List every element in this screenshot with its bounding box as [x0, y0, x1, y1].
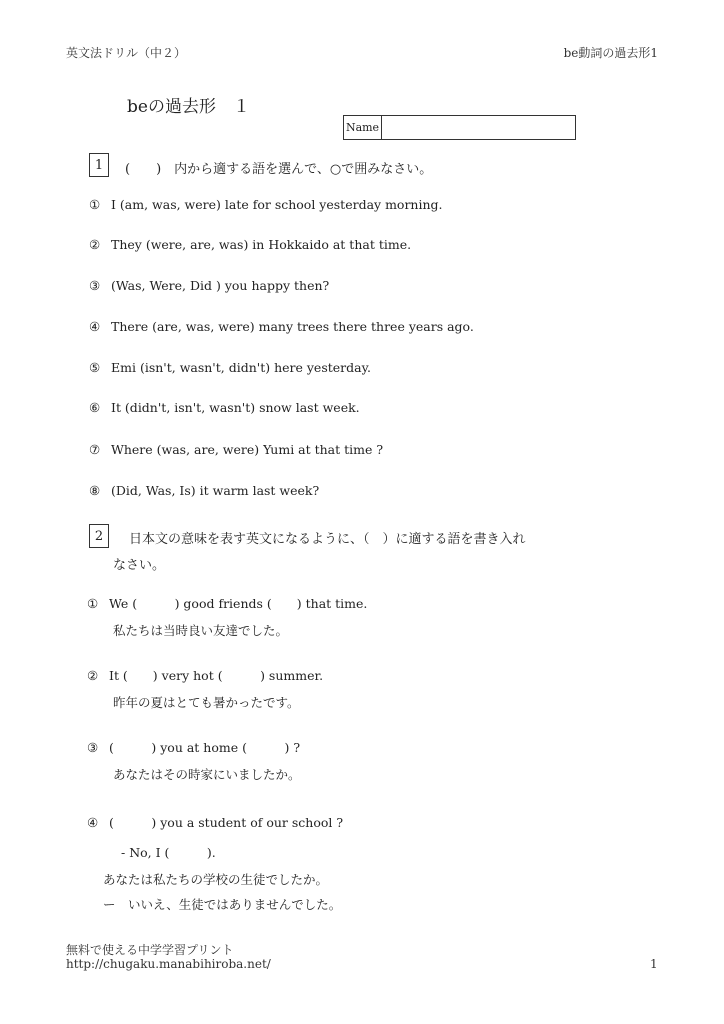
s1-item-4: [89, 319, 474, 334]
s2-item-4-answer: - No, I ( ).: [121, 845, 216, 860]
section2-instruction-line1: 日本文の意味を表す英文になるように、（ ）に適する語を書き入れ: [129, 532, 526, 547]
s2-item-1: [87, 594, 367, 612]
item-text: Where (was, are, were) Yumi at that time ?: [111, 442, 384, 457]
item-mark: ④: [87, 815, 99, 830]
name-label: Name: [344, 116, 382, 139]
name-field[interactable]: [382, 116, 575, 139]
page-title: beの過去形 １: [127, 97, 250, 117]
page-number: 1: [650, 957, 658, 971]
s1-item-3: [89, 278, 329, 293]
s2-item-4-translation: あなたは私たちの学校の生徒でしたか。: [103, 872, 329, 887]
s1-item-5: [89, 360, 371, 375]
item-text: It ( ) very hot ( ) summer.: [109, 668, 324, 683]
s1-item-2: [89, 237, 411, 252]
s2-item-4-translation-2: ー いいえ、生徒ではありませんでした。: [103, 897, 342, 912]
item-text: There (are, was, were) many trees there three years ago.: [111, 319, 474, 334]
section2-number: 2: [89, 524, 109, 548]
section2-instruction-line2: なさい。: [113, 558, 166, 573]
item-text: We ( ) good friends ( ) that time.: [109, 596, 368, 611]
footer-url[interactable]: http://chugaku.manabihiroba.net/: [66, 957, 271, 971]
item-mark: ④: [89, 319, 101, 334]
s1-item-7: [89, 442, 383, 457]
item-text: They (were, are, was) in Hokkaido at that time.: [111, 237, 412, 252]
header-left: 英文法ドリル（中２）: [66, 46, 187, 60]
item-text: ( ) you at home ( ) ?: [109, 740, 301, 755]
item-mark: ①: [87, 596, 99, 611]
s2-item-3: [87, 738, 300, 756]
item-mark: ⑤: [89, 360, 101, 375]
item-mark: ③: [89, 278, 101, 293]
item-mark: ⑧: [89, 483, 101, 498]
item-text: (Did, Was, Is) it warm last week?: [111, 483, 320, 498]
item-mark: ⑦: [89, 442, 101, 457]
item-mark: ①: [89, 197, 101, 212]
item-mark: ②: [89, 237, 101, 252]
item-text: (Was, Were, Did ) you happy then?: [111, 278, 330, 293]
section1-number: 1: [89, 153, 109, 177]
s1-item-8: [89, 483, 319, 498]
section1-instruction: ( ) 内から適する語を選んで、○で囲みなさい。: [125, 162, 433, 177]
s2-item-3-translation: あなたはその時家にいましたか。: [113, 767, 301, 782]
s1-item-1: [89, 197, 443, 212]
name-box: [343, 115, 576, 140]
item-mark: ③: [87, 740, 99, 755]
s2-item-2: [87, 666, 323, 684]
item-text: ( ) you a student of our school ?: [109, 815, 344, 830]
item-text: It (didn't, isn't, wasn't) snow last week.: [111, 400, 360, 415]
s2-item-1-translation: 私たちは当時良い友達でした。: [113, 623, 289, 638]
item-mark: ②: [87, 668, 99, 683]
s1-item-6: [89, 400, 360, 415]
item-text: Emi (isn't, wasn't, didn't) here yesterday.: [111, 360, 371, 375]
header-right: be動詞の過去形1: [563, 46, 658, 60]
item-mark: ⑥: [89, 400, 101, 415]
s2-item-2-translation: 昨年の夏はとても暑かったです。: [113, 695, 300, 710]
item-text: I (am, was, were) late for school yesterday morning.: [111, 197, 443, 212]
s2-item-4: [87, 813, 343, 831]
footer-site-name: 無料で使える中学学習プリント: [66, 943, 234, 957]
